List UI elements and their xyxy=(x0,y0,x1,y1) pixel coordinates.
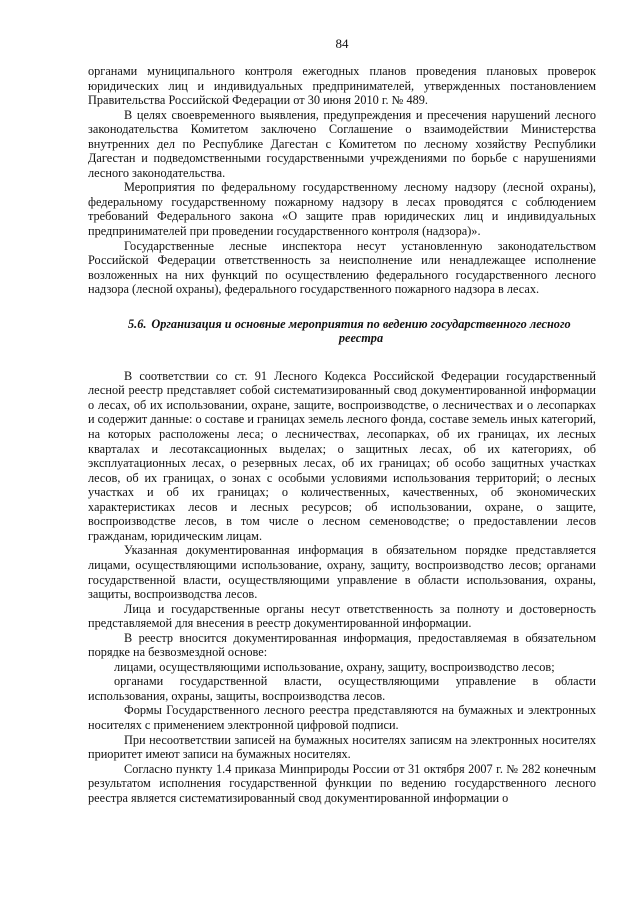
paragraph-forest-registry: В соответствии со ст. 91 Лесного Кодекса Российской Федерации государственный лесной реестр представляет собой систематизированный свод документированной информации о лесах, об их использовании, охране, защите, воспроизводстве, о лесничествах и о лесопарках и содержит данные: о составе и границах земель лесного фонда, составе земель иных категорий, на которых расположены леса; о лесничествах, лесопарках, об их границах, их лесных кварталах и лесотаксационных выделах; о защитных лесах, об их категориях, об эксплуатационных лесах, о резервных лесах, об их границах; об особо защитных участках лесов, об их границах, о зонах с особыми условиями использования территорий; о лесных участках и об их границах; о количественных, качественных, об экономических характеристиках лесов и лесных ресурсов; об использовании, охране, о защите, воспроизводстве лесов, в том числе о лесном семеноводстве; о предоставлении лесов гражданам, юридическим лицам. xyxy=(88,368,596,543)
paragraph-documented-info: Указанная документированная информация в обязательном порядке представляется лицами, осуществляющими использование, охрану, защиту, воспроизводство лесов; органами государственной власти, осуществляющими управление в области использования, охраны, защиты, воспроизводства лесов. xyxy=(88,543,596,602)
paragraph-measures: Мероприятия по федеральному государственному лесному надзору (лесной охраны), федеральному государственному пожарному надзору в лесах проводятся с соблюдением требований Федерального закона «О защите прав юридических лиц и индивидуальных предпринимателей при проведении государственного контроля (надзора)». xyxy=(88,180,596,239)
paragraph-responsibility: Лица и государственные органы несут ответственность за полноту и достоверность представляемой для внесения в реестр документированной информации. xyxy=(88,601,596,631)
list-item-authorities: органами государственной власти, осуществляющими управление в области использования, охраны, защиты, воспроизводства лесов. xyxy=(88,674,596,703)
section-title: Организация и основные мероприятия по ведению государственного лесного реестра xyxy=(151,316,571,346)
paragraph-order-282: Согласно пункту 1.4 приказа Минприроды России от 31 октября 2007 г. № 282 конечным результатом исполнения государственной функции по ведению государственного лесного реестра является систематизированный свод документированной информации о xyxy=(88,761,596,805)
page-number: 84 xyxy=(335,36,349,51)
paragraph-inspectors: Государственные лесные инспектора несут установленную законодательством Российской Федерации ответственность за неисполнение или ненадлежащее исполнение возложенных на них функций по осуществлению федерального государственного лесного надзора (лесной охраны), федерального государственного пожарного надзора в лесах. xyxy=(88,238,596,297)
document-body xyxy=(88,64,596,805)
paragraph-continuation: органами муниципального контроля ежегодных планов проведения плановых проверок юридических лиц и индивидуальных предпринимателей, утвержденных постановлением Правительства Российской Федерации от 30 июня 2010 г. № 489. xyxy=(88,64,596,108)
paragraph-priority: При несоответствии записей на бумажных носителях записям на электронных носителях приоритет имеют записи на бумажных носителях. xyxy=(88,732,596,762)
section-number: 5.6. xyxy=(128,316,147,331)
paragraph-agreement: В целях своевременного выявления, предупреждения и пресечения нарушений лесного законодательства Комитетом заключено Соглашение о взаимодействии Министерства внутренних дел по Республике Дагестан с Комитетом по лесному хозяйству Республики Дагестан и подведомственными государственными учреждениями по борьбе с нарушениями лесного законодательства. xyxy=(88,107,596,180)
paragraph-forms: Формы Государственного лесного реестра представляются на бумажных и электронных носителях с применением электронной цифровой подписи. xyxy=(88,703,596,732)
list-item-persons: лицами, осуществляющими использование, охрану, защиту, воспроизводство лесов; xyxy=(114,659,555,674)
section-heading xyxy=(88,317,596,346)
paragraph-registry-entry: В реестр вносится документированная информация, предоставляемая в обязательном порядке на безвозмездной основе: xyxy=(88,630,596,660)
